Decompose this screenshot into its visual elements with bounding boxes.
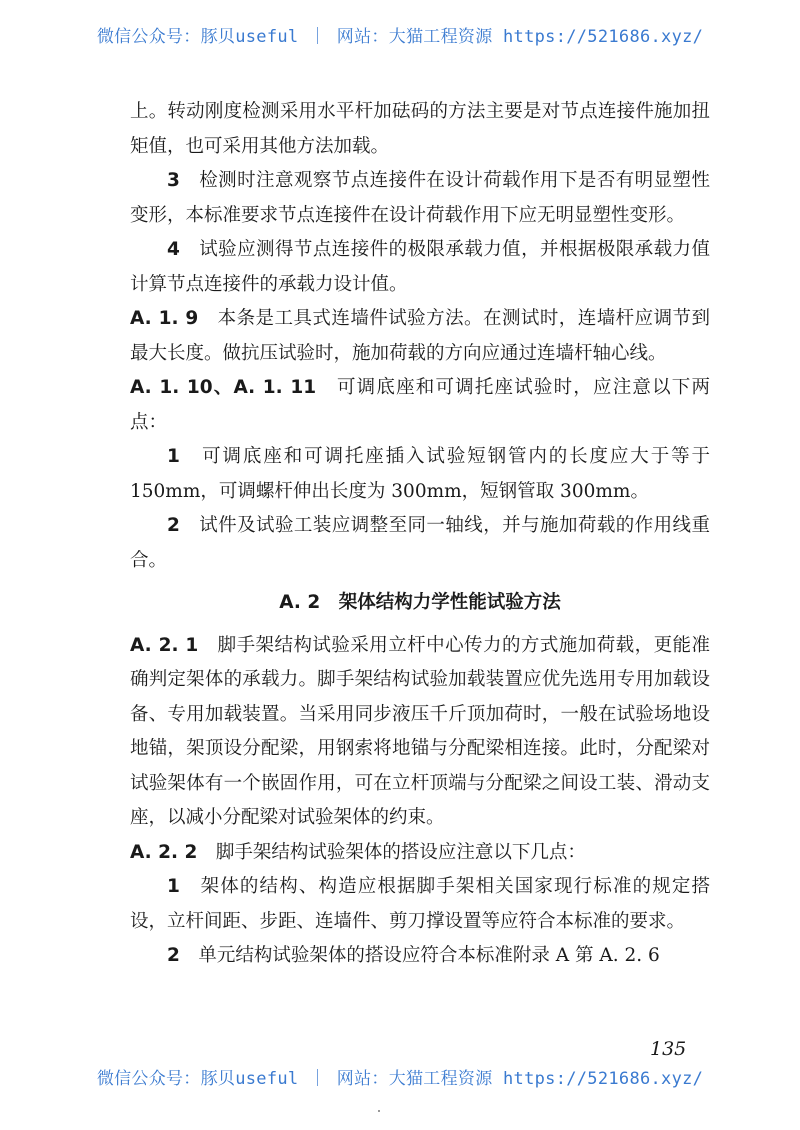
item-number: 1 (167, 876, 180, 897)
paragraph-text: 试件及试验工装应调整至同一轴线，并与施加荷载的作用线重合。 (130, 515, 710, 571)
item-number: 2 (167, 515, 180, 536)
paragraph (130, 95, 710, 164)
scan-dot (378, 1110, 380, 1112)
paragraph-text: 架体的结构、构造应根据脚手架相关国家现行标准的规定搭设，立杆间距、步距、连墙件、剪刀撑设置等应符合本标准的要求。 (130, 876, 710, 932)
paragraph-text: 检测时注意观察节点连接件在设计荷载作用下是否有明显塑性变形，本标准要求节点连接件在设计荷载作用下应无明显塑性变形。 (130, 170, 710, 226)
clause (130, 836, 710, 871)
paragraph-text: 可调底座和可调托座插入试验短钢管内的长度应大于等于 150mm，可调螺杆伸出长度为 300mm，短钢管取 300mm。 (130, 446, 710, 502)
clause-text: 脚手架结构试验架体的搭设应注意以下几点： (215, 841, 586, 863)
watermark-top: 微信公众号：豚贝useful ｜ 网站：大猫工程资源 https://521686.xyz/ (96, 27, 704, 47)
clause-number: A. 2. 2 (130, 841, 198, 863)
watermark-bottom: 微信公众号：豚贝useful ｜ 网站：大猫工程资源 https://521686.xyz/ (96, 1069, 704, 1089)
page-number: 135 (650, 1038, 687, 1060)
paragraph (130, 939, 710, 974)
item-number: 3 (167, 170, 180, 191)
clause-text: 可调底座和可调托座试验时，应注意以下两点： (130, 377, 710, 433)
section-heading: A. 2 架体结构力学性能试验方法 (279, 592, 561, 613)
item-number: 4 (167, 239, 180, 260)
item-number: 1 (167, 446, 180, 467)
paragraph (130, 440, 710, 509)
paragraph (130, 870, 710, 939)
paragraph (130, 233, 710, 302)
item-number: 2 (167, 945, 180, 966)
paragraph (130, 164, 710, 233)
paragraph-text: 试验应测得节点连接件的极限承载力值，并根据极限承载力值计算节点连接件的承载力设计值。 (130, 239, 710, 295)
page-body (130, 95, 710, 974)
clause-text: 脚手架结构试验采用立杆中心传力的方式施加荷载，更能准确判定架体的承载力。脚手架结构试验加载装置应优先选用专用加载设备、专用加载装置。当采用同步液压千斤顶加荷时，一般在试验场地设地锚，架顶设分配梁，用钢索将地锚与分配梁相连接。此时，分配梁对试验架体有一个嵌固作用，可在立杆顶端与分配梁之间设工装、滑动支座，以减小分配梁对试验架体的约束。 (130, 634, 710, 828)
clause-text: 本条是工具式连墙件试验方法。在测试时，连墙杆应调节到最大长度。做抗压试验时，施加荷载的方向应通过连墙杆轴心线。 (130, 308, 710, 364)
clause-number: A. 2. 1 (130, 634, 199, 656)
clause-number: A. 1. 10、A. 1. 11 (130, 377, 317, 398)
paragraph (130, 509, 710, 578)
clause (130, 629, 710, 836)
paragraph-text: 上。转动刚度检测采用水平杆加砝码的方法主要是对节点连接件施加扭矩值，也可采用其他方法加载。 (130, 101, 710, 157)
clause-number: A. 1. 9 (130, 308, 199, 329)
clause (130, 371, 710, 440)
clause (130, 302, 710, 371)
paragraph-text: 单元结构试验架体的搭设应符合本标准附录 A 第 A. 2. 6 (198, 945, 660, 966)
